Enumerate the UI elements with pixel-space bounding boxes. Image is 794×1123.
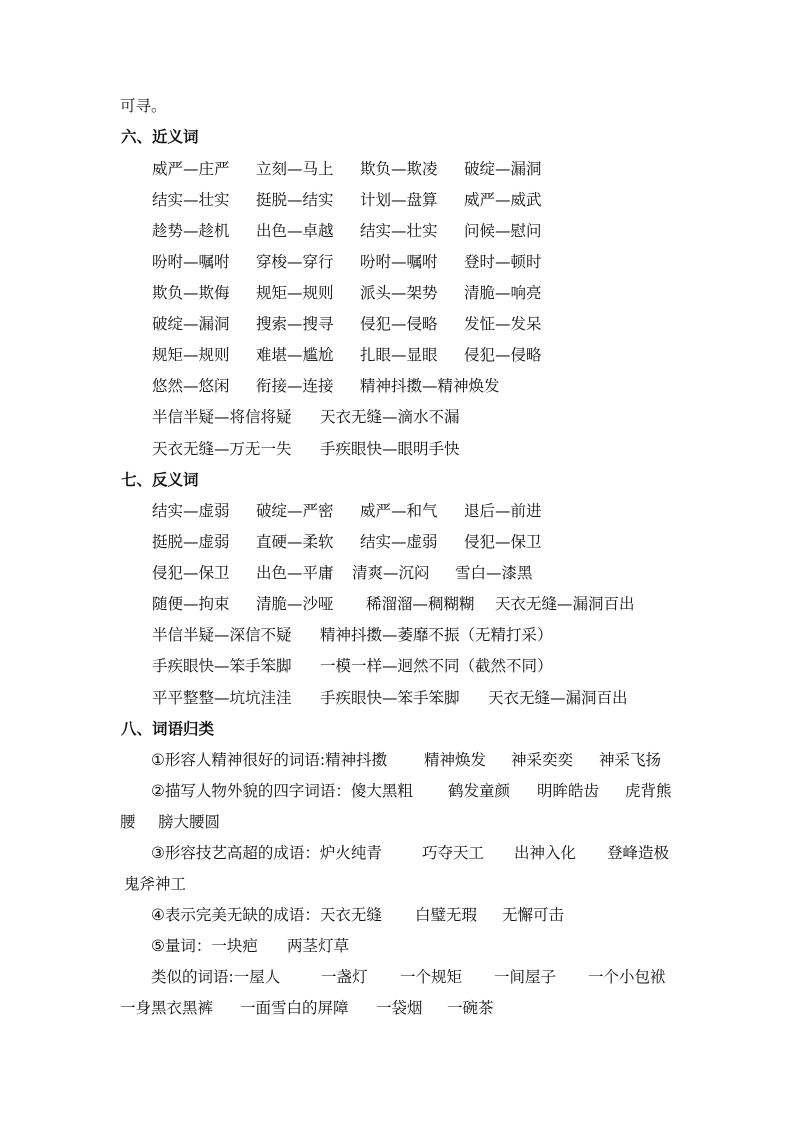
category-word: 两茎灯草	[287, 937, 350, 955]
category-text: ②描写人物外貌的四字词语：傻大黑粗	[151, 782, 413, 800]
word-pair: 直硬—柔软	[256, 533, 334, 551]
categories-heading: 八、词语归类	[121, 720, 215, 738]
category-word: 一身黑衣黑裤	[120, 999, 214, 1017]
word-pair: 吩咐—嘱咐	[360, 253, 438, 271]
word-pair: 平平整整—坑坑洼洼	[152, 689, 292, 707]
word-pair: 稀溜溜—稠糊糊	[366, 595, 475, 613]
word-pair: 出色—卓越	[256, 222, 334, 240]
word-pair: 派头—架势	[360, 284, 438, 302]
category-word: 膀大腰圆	[158, 813, 221, 831]
word-pair: 扎眼—显眼	[360, 346, 438, 364]
word-pair: 破绽—严密	[256, 502, 334, 520]
word-pair: 退后—前进	[464, 502, 542, 520]
word-pair: 天衣无缝—漏洞百出	[488, 689, 628, 707]
word-pair: 结实—虚弱	[152, 502, 230, 520]
word-pair: 吩咐—嘱咐	[152, 253, 230, 271]
word-pair: 衔接—连接	[256, 377, 334, 395]
category-word: 一个规矩	[400, 968, 463, 986]
word-pair: 挺脱—虚弱	[152, 533, 230, 551]
category-word: 出神入化	[514, 844, 577, 862]
word-pair: 随便—拘束	[152, 595, 230, 613]
word-pair: 趁势—趁机	[152, 222, 230, 240]
word-pair: 清爽—沉闷	[352, 564, 430, 582]
word-pair: 结实—壮实	[360, 222, 438, 240]
word-pair: 规矩—规则	[256, 284, 334, 302]
word-pair: 难堪—尴尬	[256, 346, 334, 364]
word-pair: 登时—顿时	[464, 253, 542, 271]
category-text: ⑤量词：一块疤	[151, 937, 258, 955]
category-word: 一间屋子	[494, 968, 557, 986]
word-pair: 搜索—搜寻	[256, 315, 334, 333]
synonyms-heading: 六、近义词	[121, 128, 199, 146]
category-word: 登峰造极	[607, 844, 670, 862]
category-text: ④表示完美无缺的成语：天衣无缝	[151, 906, 382, 924]
word-pair: 欺负—欺侮	[152, 284, 230, 302]
word-pair: 威严—和气	[360, 502, 438, 520]
word-pair: 清脆—响亮	[464, 284, 542, 302]
word-pair: 手疾眼快—眼明手快	[320, 440, 460, 458]
word-pair: 天衣无缝—万无一失	[152, 440, 292, 458]
category-word: 一盏灯	[321, 968, 368, 986]
word-pair: 雪白—漆黑	[455, 564, 533, 582]
word-pair: 半信半疑—将信将疑	[152, 408, 292, 426]
word-pair: 天衣无缝—漏洞百出	[495, 595, 635, 613]
word-pair: 结实—壮实	[152, 191, 230, 209]
word-pair: 侵犯—保卫	[152, 564, 230, 582]
continuation-text: 可寻。	[120, 97, 167, 115]
word-pair: 挺脱—结实	[256, 191, 334, 209]
category-word: 神采奕奕	[511, 751, 574, 769]
word-pair: 手疾眼快—笨手笨脚	[320, 689, 460, 707]
category-word: 一袋烟	[376, 999, 423, 1017]
word-pair: 侵犯—侵略	[360, 315, 438, 333]
word-pair: 半信半疑—深信不疑	[152, 626, 292, 644]
category-word: 一碗茶	[447, 999, 494, 1017]
word-pair: 清脆—沙哑	[256, 595, 334, 613]
word-pair: 威严—庄严	[152, 160, 230, 178]
category-word: 明眸皓齿	[537, 782, 600, 800]
word-pair: 欺负—欺凌	[360, 160, 438, 178]
word-pair: 一模一样—迥然不同（截然不同）	[320, 657, 553, 675]
word-pair: 破绽—漏洞	[464, 160, 542, 178]
category-word: 鹤发童颜	[448, 782, 511, 800]
category-text: ③形容技艺高超的成语：炉火纯青	[151, 844, 382, 862]
category-word: 神采飞扬	[599, 751, 662, 769]
word-pair: 立刻—马上	[256, 160, 334, 178]
antonyms-heading: 七、反义词	[121, 471, 199, 489]
word-pair: 手疾眼快—笨手笨脚	[152, 657, 292, 675]
word-pair: 发怔—发呆	[464, 315, 542, 333]
word-pair: 规矩—规则	[152, 346, 230, 364]
category-word: 无懈可击	[502, 906, 565, 924]
word-pair: 问候—慰问	[464, 222, 542, 240]
category-word: 鬼斧神工	[124, 875, 187, 893]
word-pair: 计划—盘算	[360, 191, 438, 209]
word-pair: 天衣无缝—滴水不漏	[320, 408, 460, 426]
category-word: 巧夺天工	[422, 844, 485, 862]
word-pair: 侵犯—侵略	[464, 346, 542, 364]
word-pair: 破绽—漏洞	[152, 315, 230, 333]
word-pair: 侵犯—保卫	[464, 533, 542, 551]
category-text: ①形容人精神很好的词语:精神抖擞	[151, 751, 388, 769]
category-word: 虎背熊	[625, 782, 672, 800]
word-pair: 出色—平庸	[256, 564, 334, 582]
word-pair: 结实—虚弱	[360, 533, 438, 551]
word-pair: 精神抖擞—精神焕发	[360, 377, 500, 395]
word-pair: 威严—威武	[464, 191, 542, 209]
category-word: 一面雪白的屏障	[240, 999, 349, 1017]
word-pair: 悠然—悠闲	[152, 377, 230, 395]
category-word: 腰	[120, 813, 136, 831]
word-pair: 穿梭—穿行	[256, 253, 334, 271]
category-word: 精神焕发	[424, 751, 487, 769]
word-pair: 精神抖擞—萎靡不振（无精打采）	[320, 626, 553, 644]
category-word: 一个小包袱	[588, 968, 666, 986]
category-text: 类似的词语:一屋人	[151, 968, 281, 986]
category-word: 白璧无瑕	[415, 906, 478, 924]
